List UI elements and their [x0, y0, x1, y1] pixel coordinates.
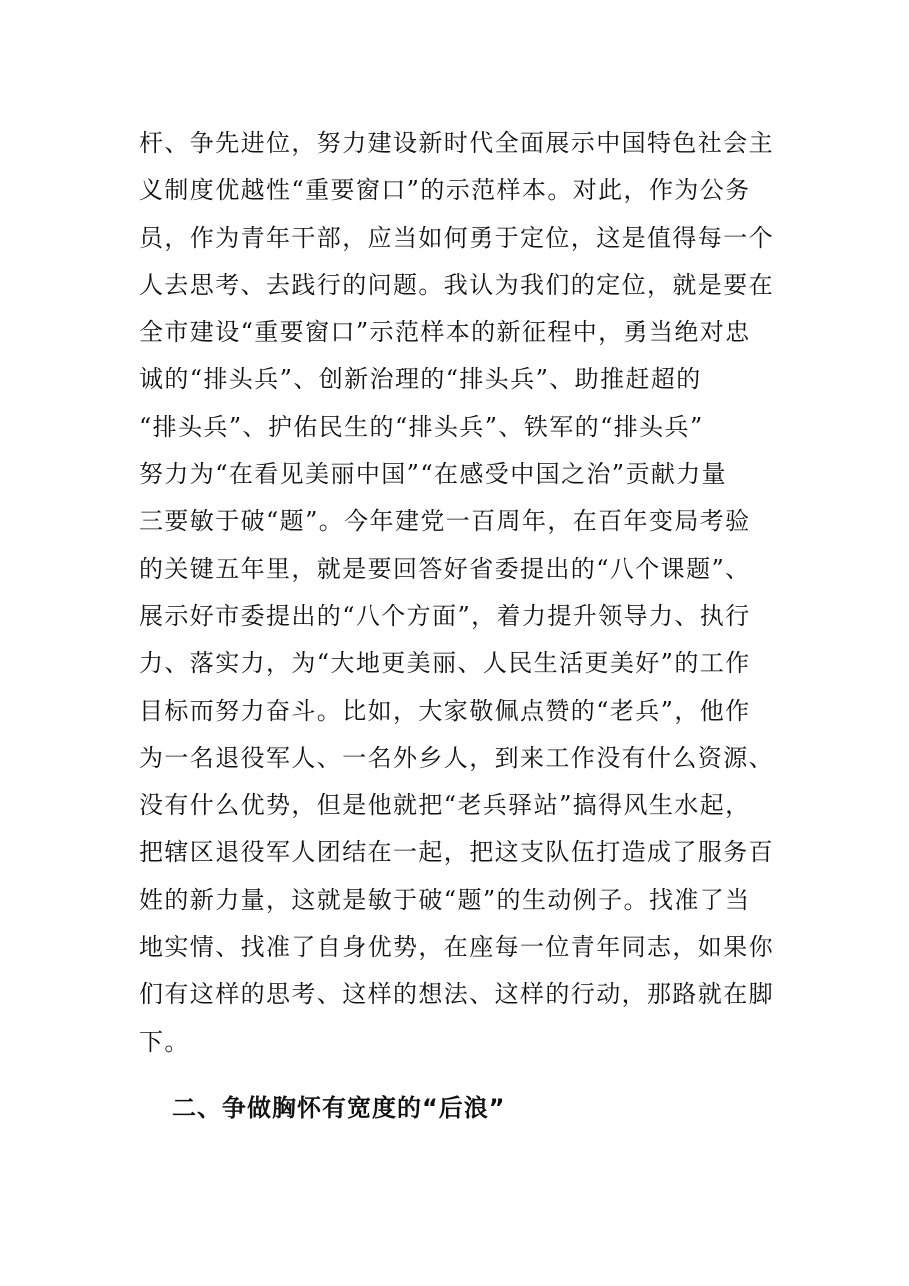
paragraph-line: 全市建设“重要窗口”示范样本的新征程中，勇当绝对忠 [139, 318, 751, 347]
paragraph-line: 力、落实力，为“大地更美丽、人民生活更美好”的工作 [139, 649, 751, 678]
body-paragraph [139, 120, 779, 1066]
paragraph-line: 没有什么优势，但是他就把“老兵驿站”搞得风生水起， [139, 791, 751, 820]
paragraph-line: 为一名退役军人、一名外乡人，到来工作没有什么资源、 [139, 743, 774, 772]
section-heading: 二、争做胸怀有宽度的“后浪” [172, 1094, 506, 1122]
paragraph-line: 努力为“在看见美丽中国”“在感受中国之治”贡献力量 [139, 460, 728, 489]
paragraph-line: 义制度优越性“重要窗口”的示范样本。对此，作为公务 [139, 176, 751, 205]
paragraph-line: 三要敏于破“题”。今年建党一百周年，在百年变局考验 [139, 507, 751, 536]
paragraph-line: 员，作为青年干部，应当如何勇于定位，这是值得每一个 [139, 223, 774, 252]
paragraph-line: 展示好市委提出的“八个方面”，着力提升领导力、执行 [139, 601, 751, 630]
paragraph-line: 目标而努力奋斗。比如，大家敬佩点赞的“老兵”，他作 [139, 696, 751, 725]
paragraph-line: 人去思考、去践行的问题。我认为我们的定位，就是要在 [139, 270, 774, 299]
paragraph-line: 地实情、找准了自身优势，在座每一位青年同志，如果你 [139, 933, 774, 962]
paragraph-line: 下。 [139, 1027, 190, 1056]
paragraph-line: 把辖区退役军人团结在一起，把这支队伍打造成了服务百 [139, 838, 774, 867]
paragraph-line: 诚的“排头兵”、创新治理的“排头兵”、助推赶超的 [139, 365, 702, 394]
paragraph-line: 们有这样的思考、这样的想法、这样的行动，那路就在脚 [139, 980, 774, 1009]
paragraph-line: 姓的新力量，这就是敏于破“题”的生动例子。找准了当 [139, 885, 751, 914]
paragraph-line: 的关键五年里，就是要回答好省委提出的“八个课题”、 [139, 554, 751, 583]
paragraph-line: “排头兵”、护佑民生的“排头兵”、铁军的“排头兵” [139, 412, 704, 441]
paragraph-line: 杆、争先进位，努力建设新时代全面展示中国特色社会主 [139, 129, 774, 157]
